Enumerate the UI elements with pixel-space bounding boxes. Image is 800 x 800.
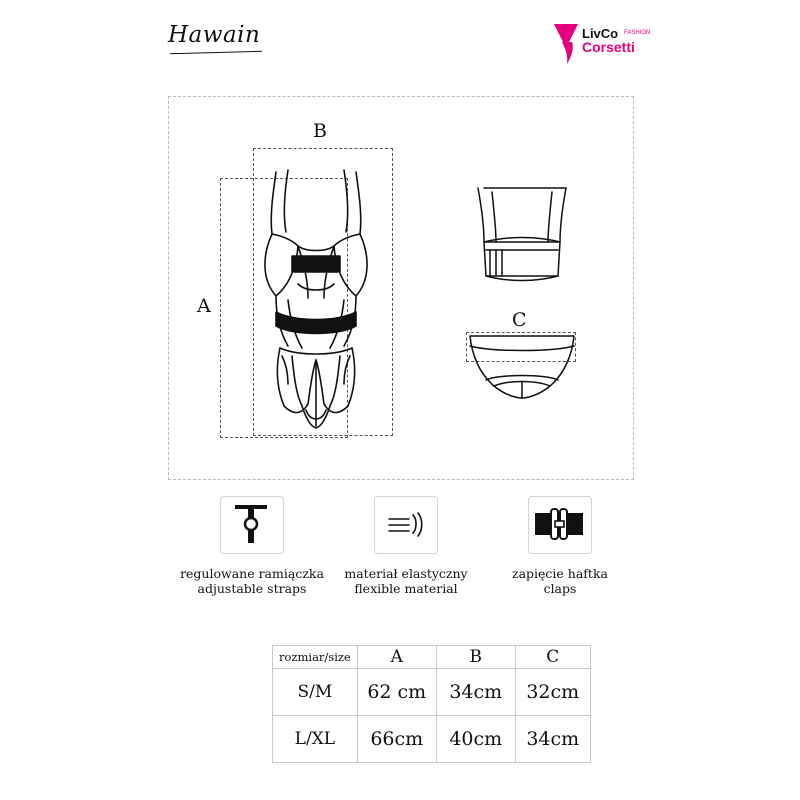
cell-c: 32cm	[515, 669, 590, 716]
page-title: Hawain	[168, 22, 261, 48]
feature-flexible-material	[328, 496, 484, 596]
feature-hook-claps	[482, 496, 638, 596]
measure-label-b: B	[313, 120, 327, 142]
feature-caption	[328, 566, 484, 596]
cell-b: 40cm	[436, 716, 515, 763]
cell-size: S/M	[273, 669, 358, 716]
size-table	[272, 645, 591, 763]
flexible-material-icon	[374, 496, 438, 554]
cell-size: L/XL	[273, 716, 358, 763]
bra-illustration	[462, 180, 582, 290]
feature-caption-pl: materiał elastyczny	[344, 566, 468, 581]
measure-label-a: A	[197, 295, 211, 317]
feature-caption	[174, 566, 330, 596]
hook-claps-icon	[528, 496, 592, 554]
feature-list	[168, 496, 634, 616]
cell-c: 34cm	[515, 716, 590, 763]
adjustable-straps-icon	[220, 496, 284, 554]
table-row	[273, 669, 591, 716]
feature-adjustable-straps	[174, 496, 330, 596]
cell-a: 62 cm	[357, 669, 436, 716]
svg-text:FASHION: FASHION	[624, 30, 651, 36]
feature-caption-pl: zapięcie haftka	[512, 566, 608, 581]
panty-illustration	[462, 330, 582, 410]
measure-label-c: C	[512, 309, 527, 331]
feature-caption-en: adjustable straps	[197, 581, 307, 596]
header-size: rozmiar/size	[273, 646, 358, 669]
bodysuit-illustration	[236, 160, 396, 440]
header-c: C	[515, 646, 590, 669]
table-row	[273, 716, 591, 763]
cell-a: 66cm	[357, 716, 436, 763]
brand-logo	[548, 22, 652, 66]
table-header-row	[273, 646, 591, 669]
cell-b: 34cm	[436, 669, 515, 716]
feature-caption-en: claps	[543, 581, 577, 596]
svg-text:LivCo: LivCo	[582, 26, 619, 41]
feature-caption-pl: regulowane ramiączka	[180, 566, 324, 581]
feature-caption-en: flexible material	[354, 581, 458, 596]
header-b: B	[436, 646, 515, 669]
svg-text:Corsetti: Corsetti	[582, 39, 635, 55]
header-a: A	[357, 646, 436, 669]
feature-caption	[482, 566, 638, 596]
title-underline	[170, 51, 262, 54]
